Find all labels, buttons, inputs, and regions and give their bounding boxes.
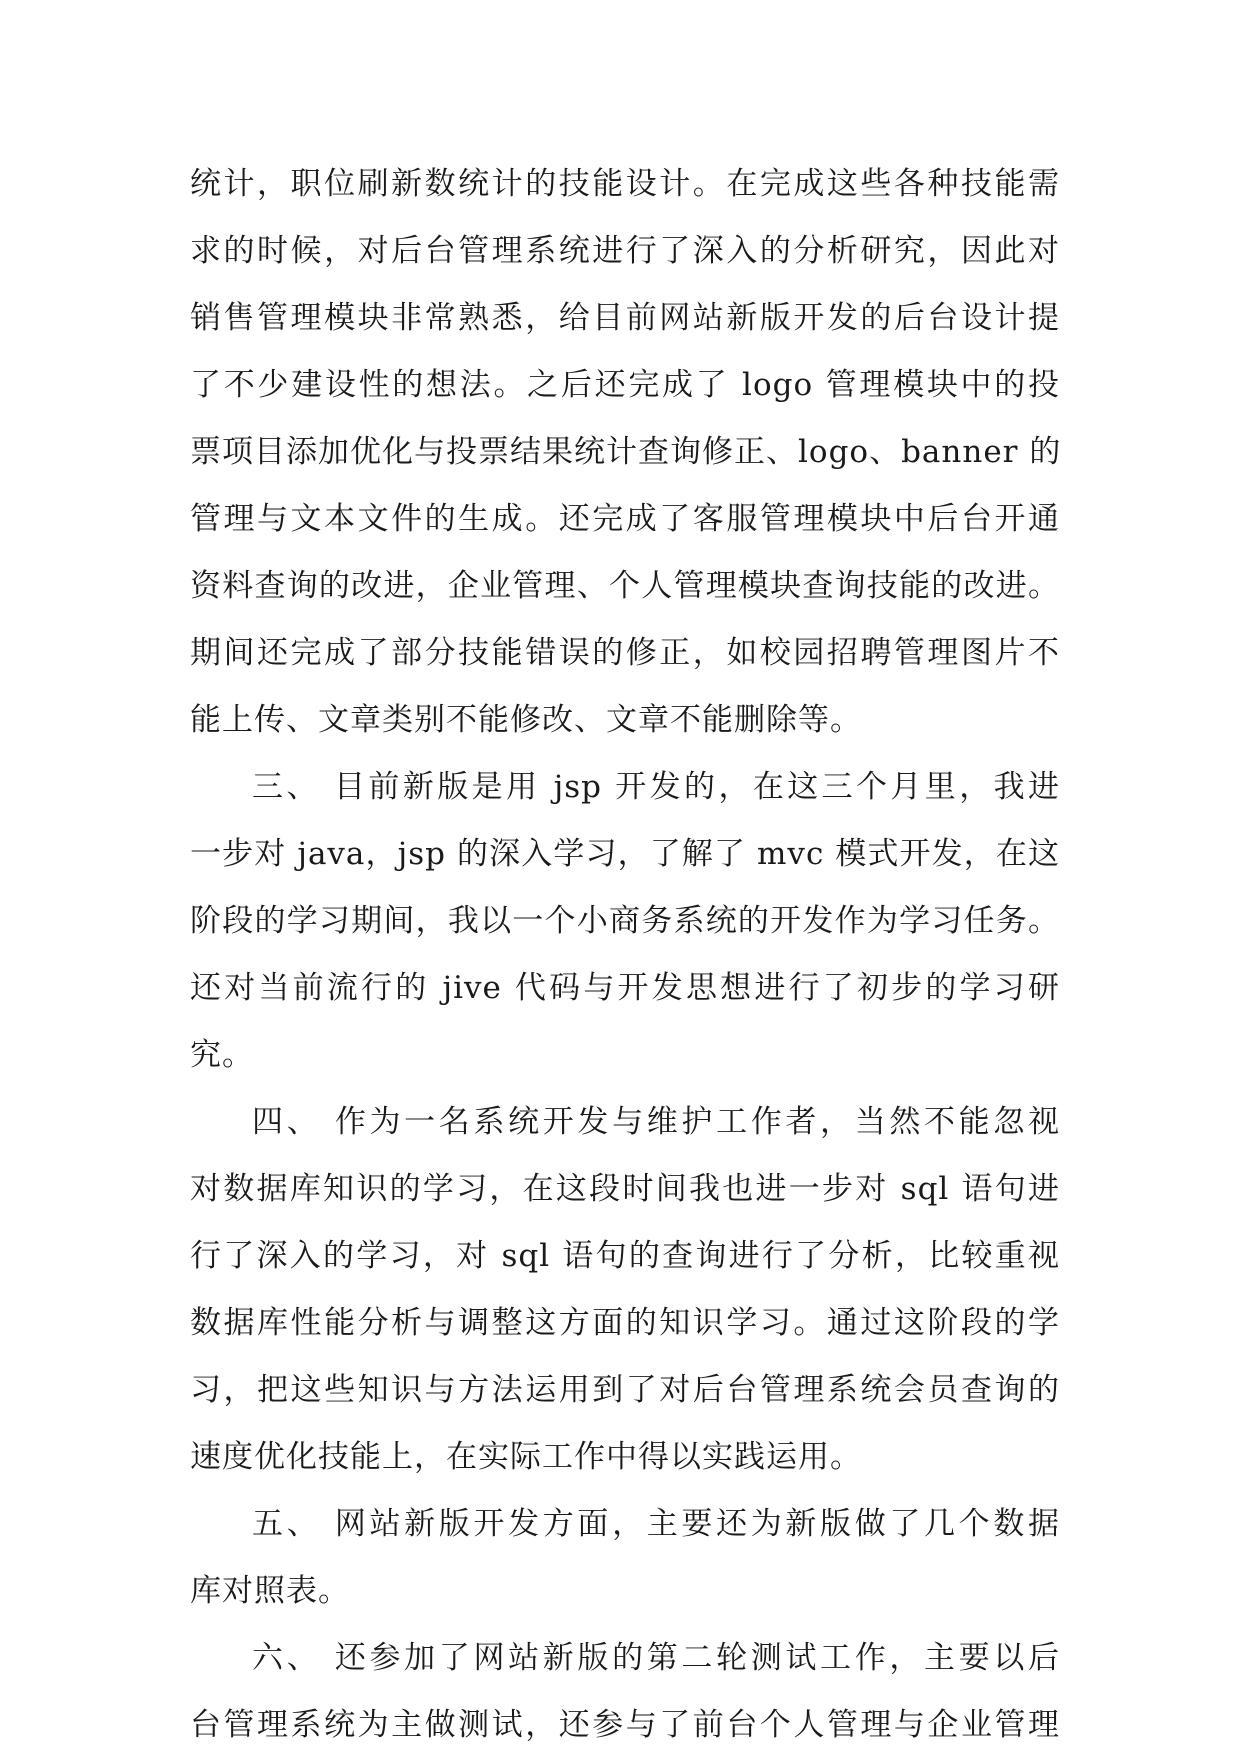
text-line: 究。 [190, 1037, 254, 1073]
text-line: 对数据库知识的学习，在这段时间我也进一步对 sql 语句进 [190, 1171, 1060, 1207]
section-heading-line: 三、 目前新版是用 jsp 开发的，在这三个月里，我进 [252, 769, 1060, 805]
text-line: 数据库性能分析与调整这方面的知识学习。通过这阶段的学 [190, 1305, 1060, 1341]
text-line: 票项目添加优化与投票结果统计查询修正、logo、banner 的 [190, 434, 1062, 470]
text-line: 求的时候，对后台管理系统进行了深入的分析研究，因此对 [190, 233, 1060, 269]
text-line: 了不少建设性的想法。之后还完成了 logo 管理模块中的投 [190, 367, 1060, 403]
text-line: 管理与文本文件的生成。还完成了客服管理模块中后台开通 [190, 501, 1060, 537]
text-line: 还对当前流行的 jive 代码与开发思想进行了初步的学习研 [190, 970, 1060, 1006]
section-heading-line: 六、 还参加了网站新版的第二轮测试工作，主要以后 [252, 1640, 1060, 1676]
text-line: 行了深入的学习，对 sql 语句的查询进行了分析，比较重视 [190, 1238, 1060, 1274]
text-line: 阶段的学习期间，我以一个小商务系统的开发作为学习任务。 [190, 903, 1060, 939]
text-line: 资料查询的改进，企业管理、个人管理模块查询技能的改进。 [190, 568, 1060, 604]
text-line: 习，把这些知识与方法运用到了对后台管理系统会员查询的 [190, 1372, 1060, 1408]
text-line: 统计，职位刷新数统计的技能设计。在完成这些各种技能需 [190, 166, 1060, 202]
section-heading-line: 五、 网站新版开发方面，主要还为新版做了几个数据 [252, 1506, 1060, 1542]
text-line: 能上传、文章类别不能修改、文章不能删除等。 [190, 702, 862, 738]
text-line: 期间还完成了部分技能错误的修正，如校园招聘管理图片不 [190, 635, 1060, 671]
text-line: 一步对 java，jsp 的深入学习，了解了 mvc 模式开发，在这 [190, 836, 1060, 872]
document-body [190, 151, 1060, 1759]
text-line: 台管理系统为主做测试，还参与了前台个人管理与企业管理 [190, 1707, 1060, 1743]
text-line: 销售管理模块非常熟悉，给目前网站新版开发的后台设计提 [190, 300, 1060, 336]
text-line: 速度优化技能上，在实际工作中得以实践运用。 [190, 1439, 862, 1475]
text-line: 库对照表。 [190, 1573, 350, 1609]
section-heading-line: 四、 作为一名系统开发与维护工作者，当然不能忽视 [252, 1104, 1060, 1140]
